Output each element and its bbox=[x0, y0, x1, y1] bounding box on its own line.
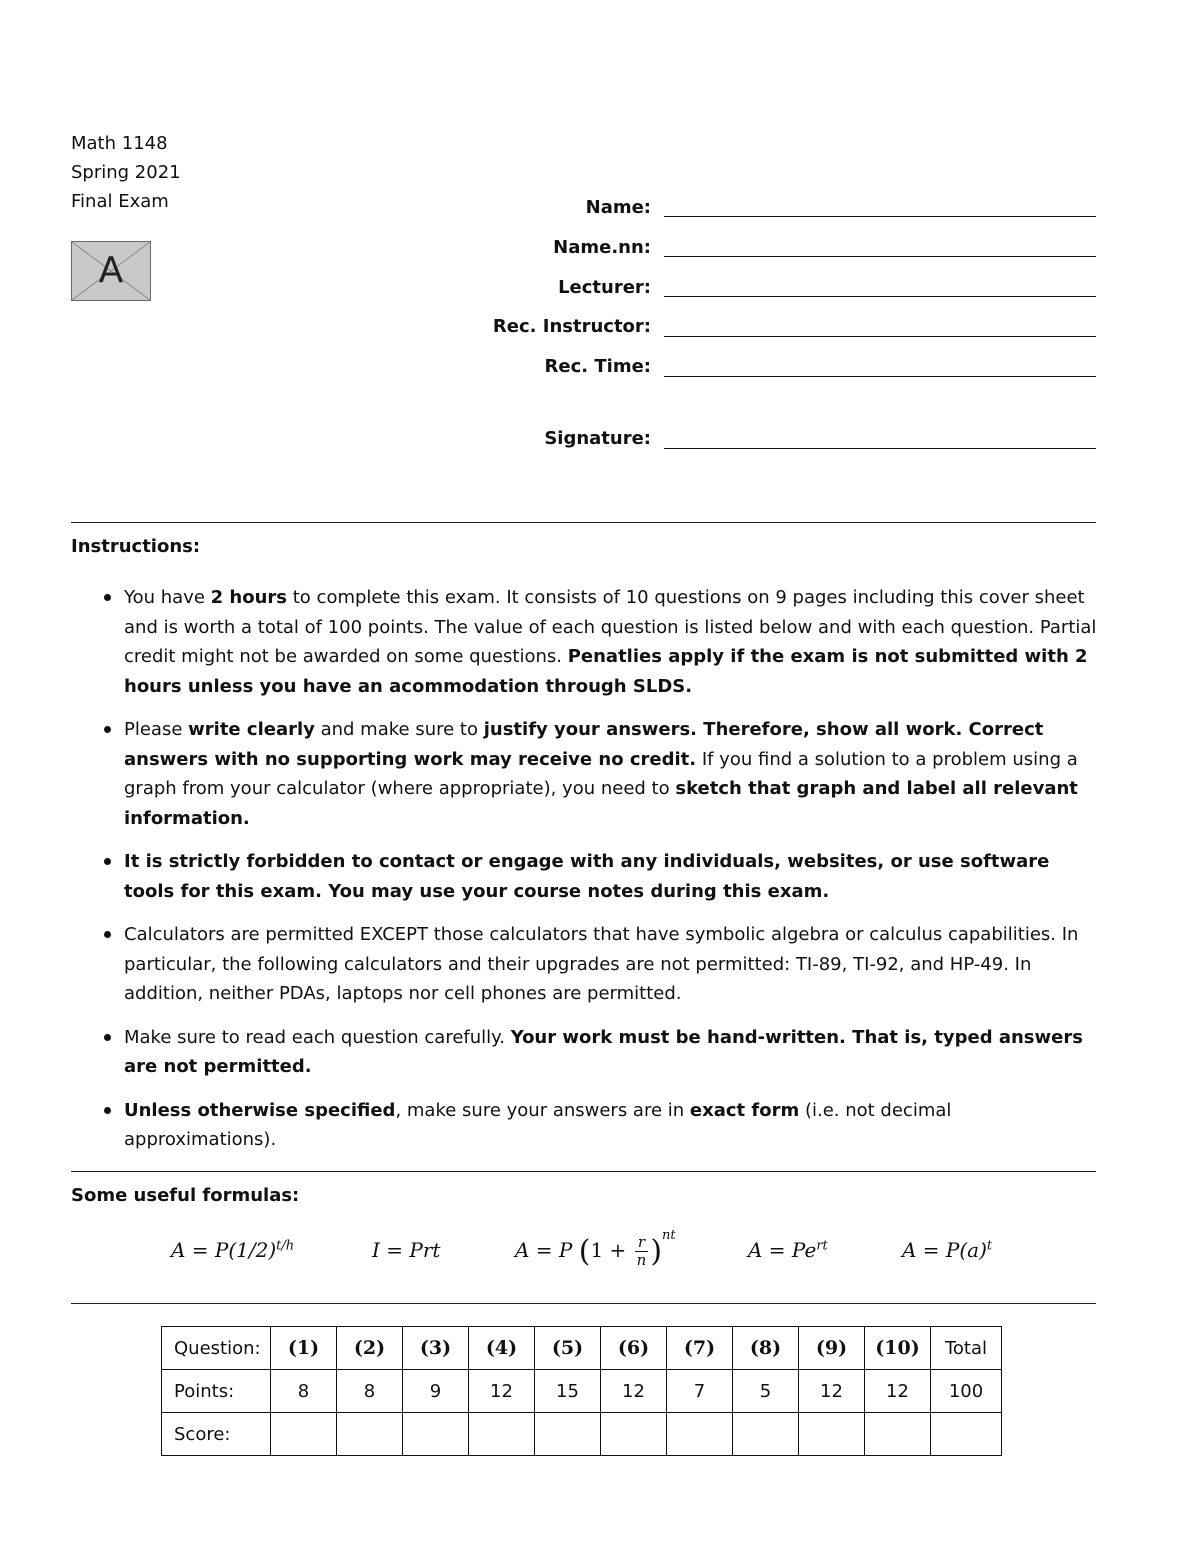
question-number: (1) bbox=[271, 1327, 337, 1370]
score-row bbox=[162, 1413, 1002, 1456]
course-term: Spring 2021 bbox=[71, 162, 181, 183]
rec-instructor-label: Rec. Instructor: bbox=[492, 316, 651, 337]
exam-title: Final Exam bbox=[71, 191, 169, 212]
rec-instructor-field[interactable] bbox=[664, 336, 1096, 337]
instruction-item: It is strictly forbidden to contact or engage with any individuals, websites, or use software tools for this exam. You may use your course notes during this exam. bbox=[100, 847, 1100, 906]
total-points: 100 bbox=[931, 1370, 1002, 1413]
points-value: 7 bbox=[667, 1370, 733, 1413]
instructions-heading: Instructions: bbox=[71, 536, 201, 557]
compound-interest-formula: A = P (1 + $\frac{r}{n}$ )$^{nt}$ bbox=[515, 1228, 676, 1269]
points-value: 12 bbox=[799, 1370, 865, 1413]
signature-label: Signature: bbox=[544, 428, 651, 449]
instruction-item: Calculators are permitted EXCEPT those calculators that have symbolic algebra or calculus capabilities. In particular, the following calculators and their upgrades are not permitted: TI-89, TI-92, and HP-49. In addition, neither PDAs, laptops nor cell phones are permitted. bbox=[100, 920, 1100, 1009]
question-number: (6) bbox=[601, 1327, 667, 1370]
points-value: 5 bbox=[733, 1370, 799, 1413]
formulas-heading: Some useful formulas: bbox=[71, 1185, 300, 1206]
question-number: (4) bbox=[469, 1327, 535, 1370]
question-row-label: Question: bbox=[162, 1327, 271, 1370]
score-row-label: Score: bbox=[162, 1413, 271, 1456]
score-cell[interactable] bbox=[535, 1413, 601, 1456]
points-row bbox=[162, 1370, 1002, 1413]
question-row bbox=[162, 1327, 1002, 1370]
signature-field[interactable] bbox=[664, 448, 1096, 449]
score-cell[interactable] bbox=[601, 1413, 667, 1456]
instruction-item: Please write clearly and make sure to justify your answers. Therefore, show all work. Correct answers with no supporting work may receive no credit. If you find a solution to a problem using a graph from your calculator (where appropriate), you need to sketch that graph and label all relevant information. bbox=[100, 715, 1100, 833]
continuous-interest-formula: $A = Pe^{rt}$ bbox=[748, 1238, 828, 1262]
name-field[interactable] bbox=[664, 216, 1096, 217]
name-nn-field[interactable] bbox=[664, 256, 1096, 257]
rec-time-label: Rec. Time: bbox=[544, 356, 651, 377]
points-value: 15 bbox=[535, 1370, 601, 1413]
score-cell[interactable] bbox=[469, 1413, 535, 1456]
score-cell[interactable] bbox=[271, 1413, 337, 1456]
points-value: 12 bbox=[601, 1370, 667, 1413]
points-value: 12 bbox=[865, 1370, 931, 1413]
score-cell[interactable] bbox=[733, 1413, 799, 1456]
score-cell[interactable] bbox=[799, 1413, 865, 1456]
question-number: (7) bbox=[667, 1327, 733, 1370]
lecturer-field[interactable] bbox=[664, 296, 1096, 297]
rec-time-field[interactable] bbox=[664, 376, 1096, 377]
lecturer-label: Lecturer: bbox=[558, 277, 651, 298]
total-score-cell[interactable] bbox=[931, 1413, 1002, 1456]
exam-version-box bbox=[71, 241, 151, 301]
score-table bbox=[161, 1326, 1002, 1456]
instruction-item: Unless otherwise specified, make sure your answers are in exact form (i.e. not decimal approximations). bbox=[100, 1096, 1100, 1155]
name-nn-label: Name.nn: bbox=[553, 237, 651, 258]
points-value: 8 bbox=[271, 1370, 337, 1413]
course-name: Math 1148 bbox=[71, 133, 168, 154]
divider bbox=[71, 1171, 1096, 1172]
divider bbox=[71, 1303, 1096, 1304]
exam-version-letter: A bbox=[98, 250, 124, 291]
total-header: Total bbox=[931, 1327, 1002, 1370]
score-cell[interactable] bbox=[667, 1413, 733, 1456]
score-cell[interactable] bbox=[337, 1413, 403, 1456]
question-number: (5) bbox=[535, 1327, 601, 1370]
simple-interest-formula: I = Prt bbox=[372, 1238, 441, 1262]
score-cell[interactable] bbox=[403, 1413, 469, 1456]
name-label: Name: bbox=[585, 197, 651, 218]
divider bbox=[71, 522, 1096, 523]
instruction-item: You have 2 hours to complete this exam. It consists of 10 questions on 9 pages including this cover sheet and is worth a total of 100 points. The value of each question is listed below and with each question. Partial credit might not be awarded on some questions. Penatlies apply if the exam is not submitted with 2 hours unless you have an acommodation through SLDS. bbox=[100, 583, 1100, 701]
question-number: (10) bbox=[865, 1327, 931, 1370]
points-value: 12 bbox=[469, 1370, 535, 1413]
points-value: 9 bbox=[403, 1370, 469, 1413]
question-number: (3) bbox=[403, 1327, 469, 1370]
exponential-formula: $A = P(a)^t$ bbox=[902, 1238, 993, 1262]
rate-fraction: $\frac{r}{n}$ bbox=[636, 1233, 647, 1269]
question-number: (9) bbox=[799, 1327, 865, 1370]
half-life-formula: $A = P(1/2)^{t/h}$ bbox=[171, 1238, 295, 1262]
score-cell[interactable] bbox=[865, 1413, 931, 1456]
question-number: (2) bbox=[337, 1327, 403, 1370]
points-value: 8 bbox=[337, 1370, 403, 1413]
instruction-item: Make sure to read each question carefully. Your work must be hand-written. That is, typed answers are not permitted. bbox=[100, 1023, 1100, 1082]
points-row-label: Points: bbox=[162, 1370, 271, 1413]
instructions-list bbox=[100, 583, 1100, 1169]
question-number: (8) bbox=[733, 1327, 799, 1370]
